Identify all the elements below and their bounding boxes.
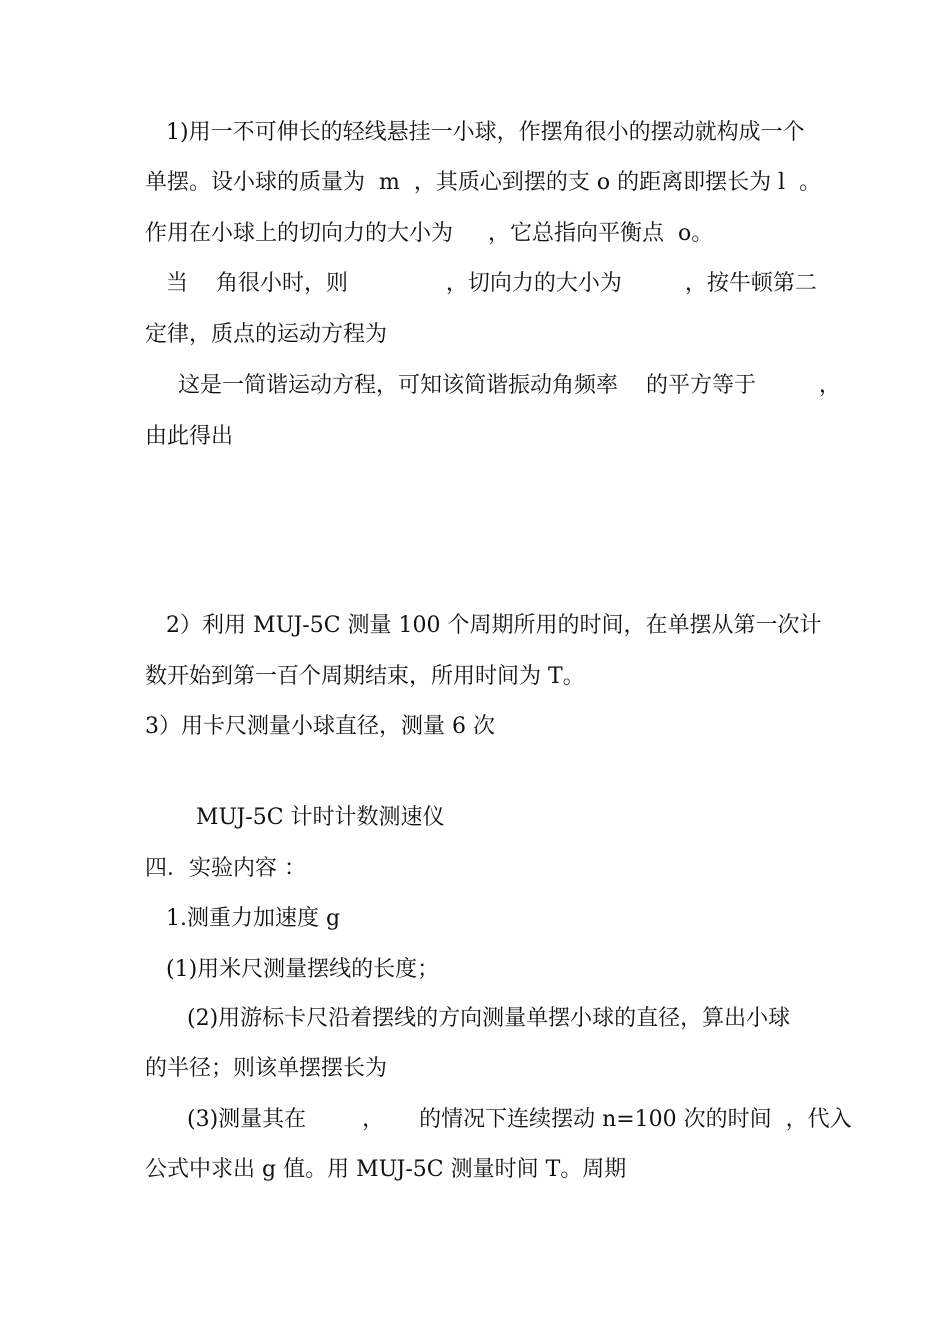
text-line-2: 单摆。设小球的质量为 m ，其质心到摆的支 o 的距离即摆长为 l 。 [145, 170, 822, 195]
text-line-5: 定律，质点的运动方程为 [145, 322, 388, 347]
text-line-10: 3）用卡尺测量小球直径，测量 6 次 [145, 714, 495, 739]
text-line-3: 作用在小球上的切向力的大小为 ，它总指向平衡点 o。 [145, 221, 714, 246]
text-line-4: 当 角很小时，则 ，切向力的大小为 ，按牛顿第二 [166, 271, 817, 296]
text-line-14: (1)用米尺测量摆线的长度； [166, 957, 440, 982]
text-line-15: (2)用游标卡尺沿着摆线的方向测量单摆小球的直径，算出小球 [187, 1006, 791, 1031]
text-line-9: 数开始到第一百个周期结束，所用时间为 T。 [145, 664, 585, 689]
text-line-7: 由此得出 [145, 424, 234, 449]
text-line-6: 这是一简谐运动方程，可知该简谐振动角频率 的平方等于 ， [178, 373, 841, 398]
section-heading: 四．实验内容 ： [145, 856, 306, 881]
text-line-16: 的半径；则该单摆摆长为 [145, 1056, 388, 1081]
text-line-8: 2）利用 MUJ-5C 测量 100 个周期所用的时间，在单摆从第一次计 [166, 613, 822, 638]
text-line-18: 公式中求出 g 值。用 MUJ-5C 测量时间 T。周期 [145, 1157, 627, 1182]
text-line-1: 1)用一不可伸长的轻线悬挂一小球，作摆角很小的摆动就构成一个 [166, 120, 805, 145]
text-line-11: MUJ-5C 计时计数测速仪 [196, 805, 445, 830]
text-line-13: 1.测重力加速度 g [166, 906, 341, 931]
text-line-17: (3)测量其在 ， 的情况下连续摆动 n=100 次的时间 ，代入 [187, 1107, 852, 1132]
